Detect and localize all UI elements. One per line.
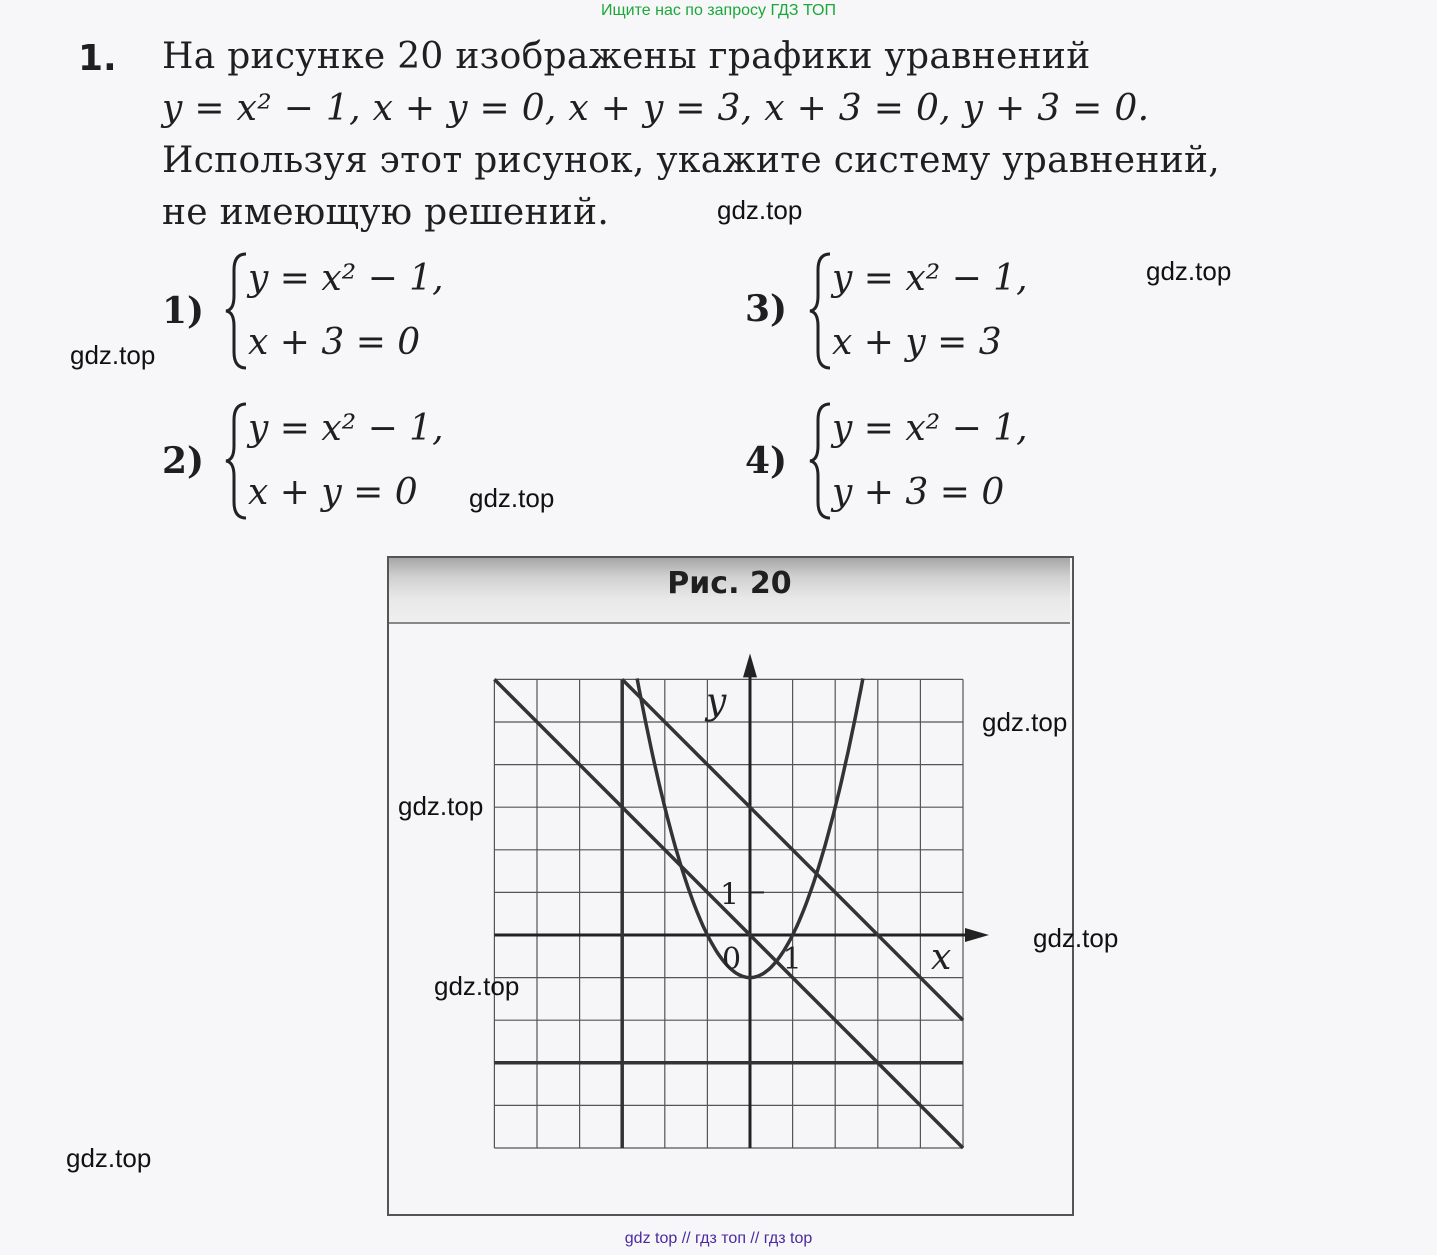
option-1-eq2: x + 3 = 0	[248, 322, 421, 363]
task-line-1: На рисунке 20 изображены графики уравнений	[162, 36, 1091, 77]
watermark: gdz.top	[717, 195, 803, 225]
watermark: gdz.top	[398, 791, 484, 821]
series-2-line	[494, 679, 963, 1148]
watermark: gdz.top	[1033, 923, 1119, 953]
watermark: gdz.top	[434, 971, 520, 1001]
y-axis-arrow	[743, 653, 757, 677]
graph-curves	[494, 653, 989, 1148]
option-4-eq2: y + 3 = 0	[832, 472, 1005, 513]
watermark: gdz.top	[982, 707, 1068, 737]
task-line-3: Используя этот рисунок, укажите систему уравнений,	[162, 140, 1220, 181]
watermark: gdz.top	[66, 1143, 152, 1173]
watermark: gdz.top	[70, 340, 156, 370]
option-4-label: 4)	[745, 440, 788, 482]
option-1-eq1: y = x² − 1,	[248, 258, 444, 299]
x-axis-arrow	[965, 928, 989, 942]
bottom-banner[interactable]: gdz top // гдз топ // гдз top	[624, 1230, 813, 1247]
watermark: gdz.top	[1146, 256, 1232, 286]
option-3-eq1: y = x² − 1,	[832, 258, 1028, 299]
origin-label: 0	[722, 942, 742, 977]
option-3-eq2: x + y = 3	[832, 322, 1002, 363]
option-4-eq1: y = x² − 1,	[832, 408, 1028, 449]
axis-x-label: x	[931, 937, 952, 978]
option-2-label: 2)	[162, 440, 205, 482]
option-1-label: 1)	[162, 290, 205, 332]
tick-one-y-label: 1	[720, 877, 740, 913]
figure-title: Рис. 20	[667, 566, 792, 601]
axis-y-label: y	[706, 681, 727, 723]
task-number: 1.	[78, 38, 117, 79]
option-2-eq2: x + y = 0	[248, 472, 418, 513]
tick-one-x-label: 1	[782, 942, 802, 977]
task-line-4: не имеющую решений.	[162, 192, 610, 233]
watermark: gdz.top	[469, 483, 555, 513]
figure-graph	[387, 620, 1070, 1212]
task-line-2: y = x² − 1, x + y = 0, x + y = 3, x + 3 = 0, y + 3 = 0.	[162, 88, 1150, 129]
option-2-eq1: y = x² − 1,	[248, 408, 444, 449]
option-3-label: 3)	[745, 288, 788, 330]
top-banner[interactable]: Ищите нас по запросу ГДЗ ТОП	[601, 2, 836, 19]
